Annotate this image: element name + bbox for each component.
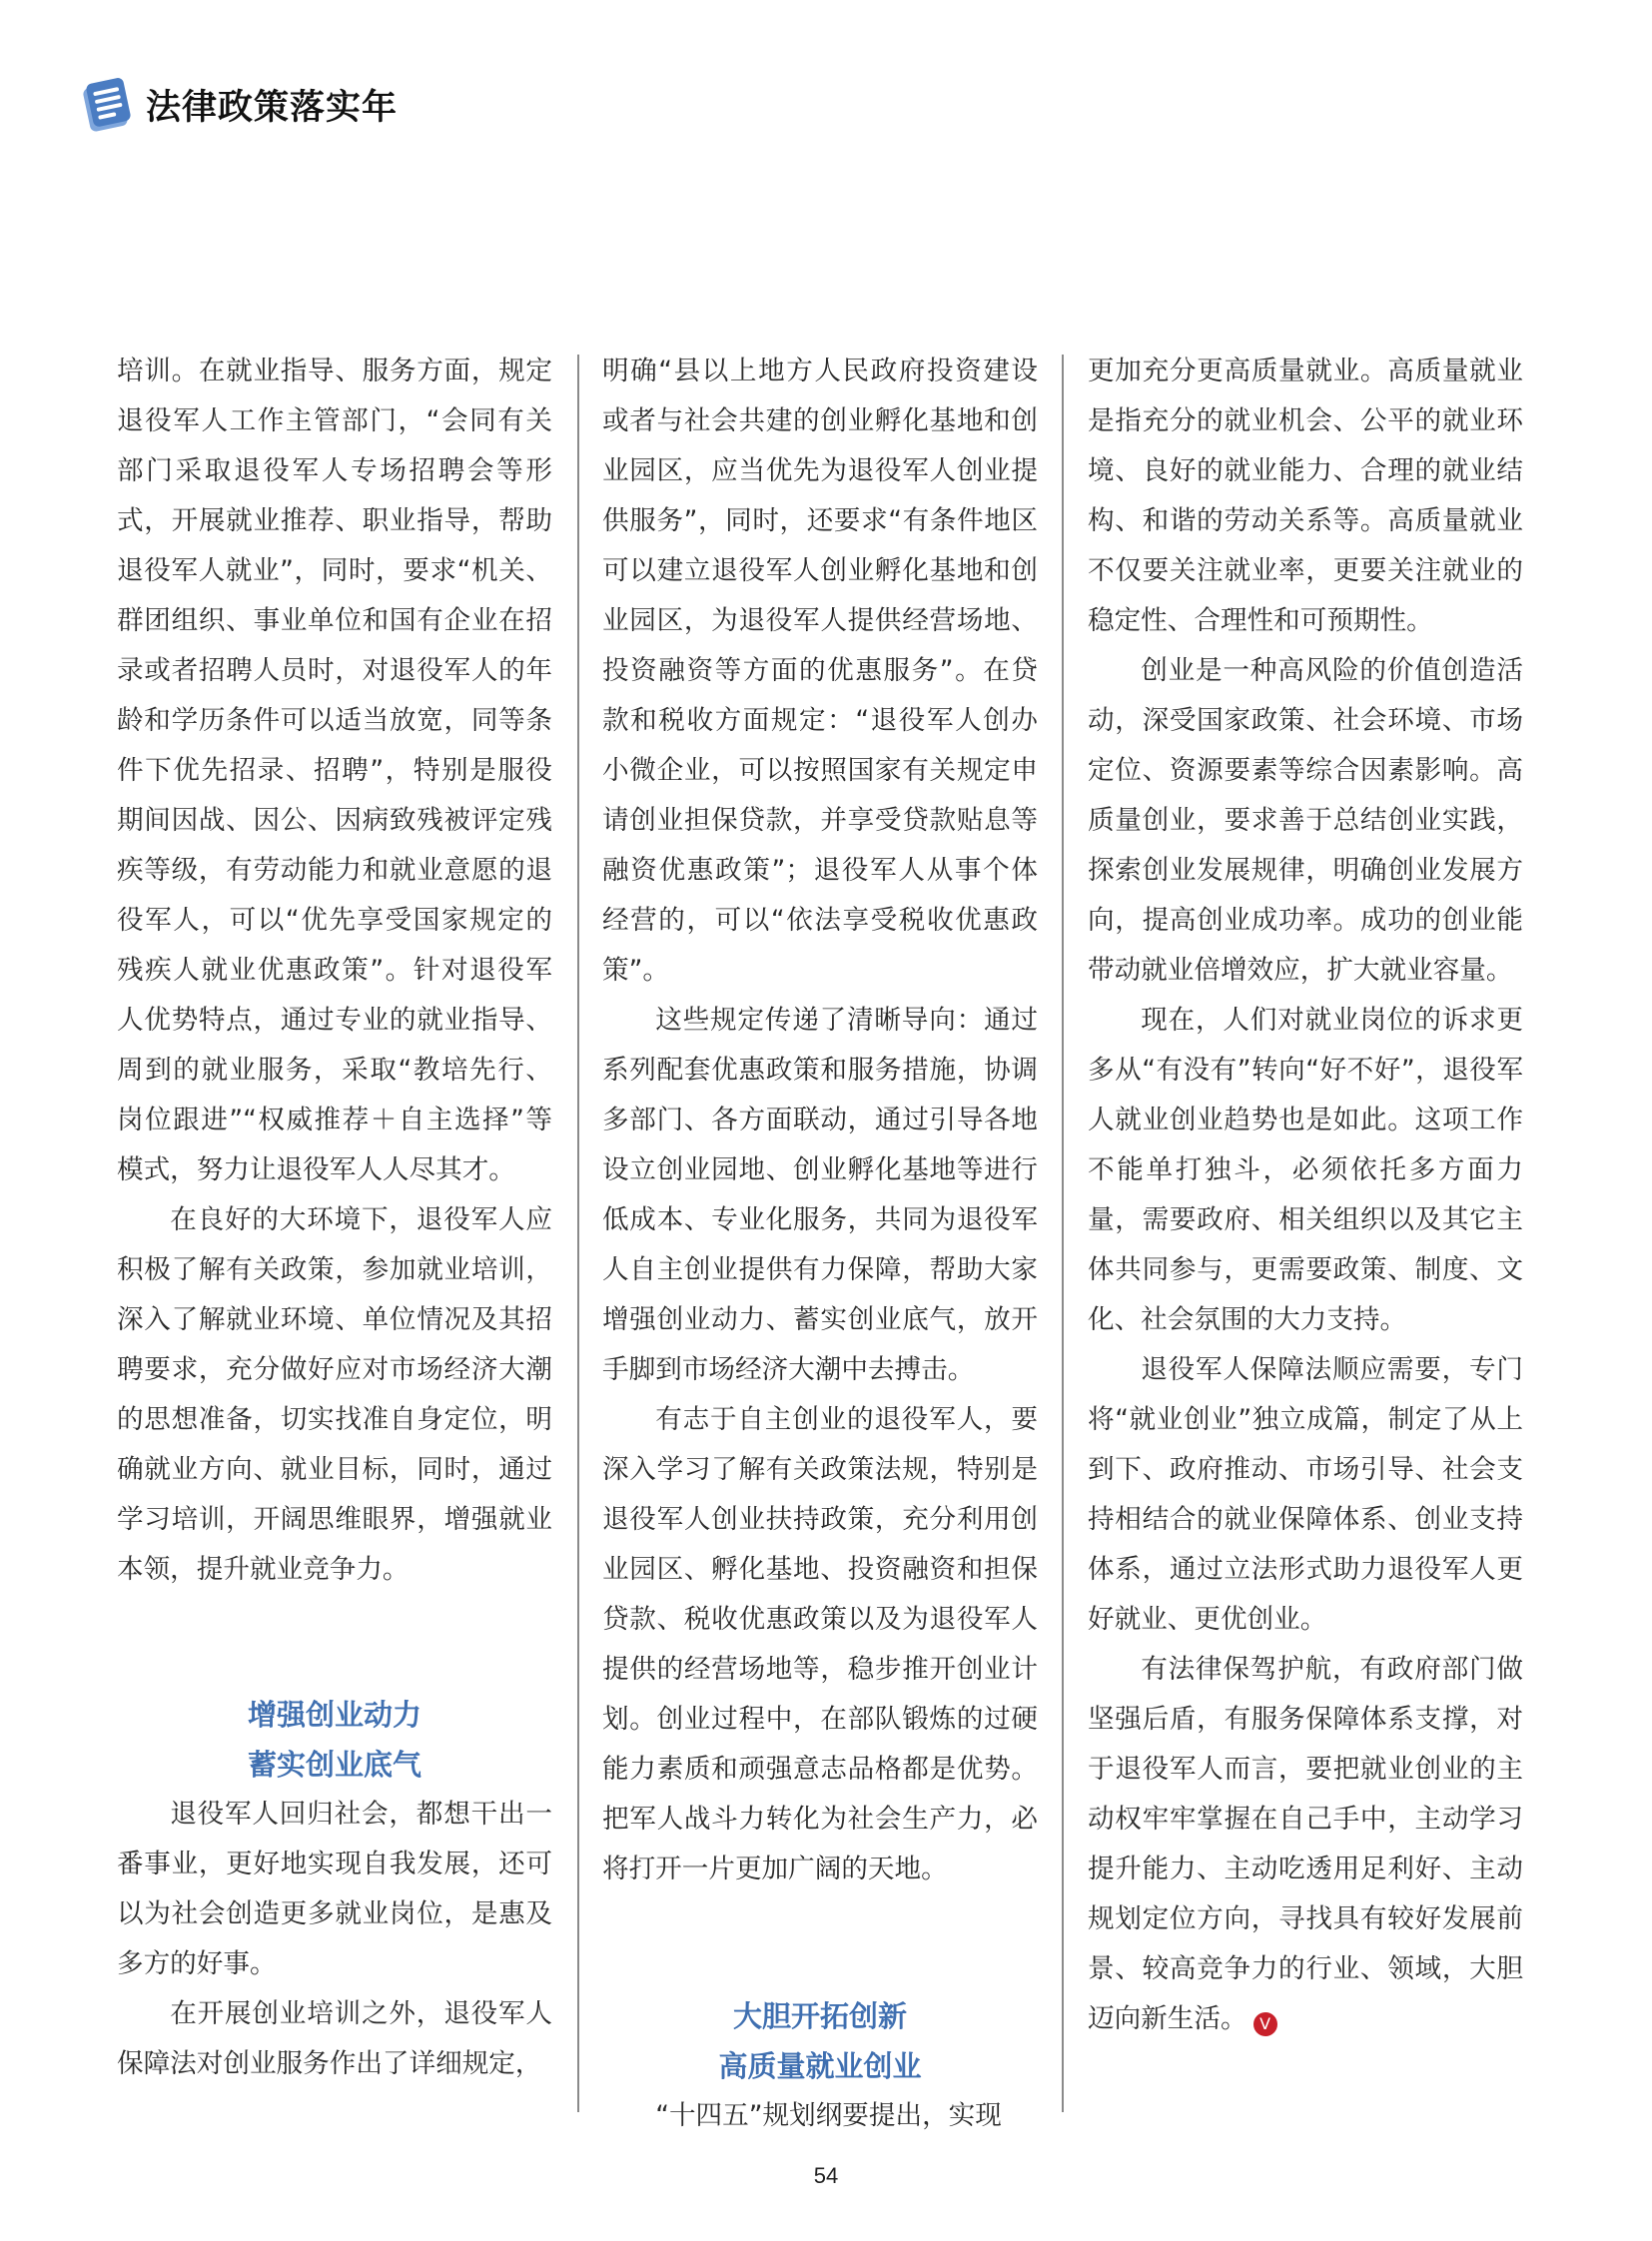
page-header bbox=[78, 70, 398, 140]
section-heading: 蓄实创业底气 bbox=[247, 1748, 421, 1782]
section-heading: 大胆开拓创新 bbox=[732, 1999, 907, 2033]
end-mark-icon: V bbox=[1253, 2012, 1277, 2036]
section-title: 法律政策落实年 bbox=[146, 88, 399, 128]
paragraph: 明确“县以上地方人民政府投资建设或者与社会共建的创业孵化基地和创业园区，应当优先为退役军人创业提供服务”，同时，还要求“有条件地区可以建立退役军人创业孵化基地和创业园区，为退役军人提供经营场地、投资融资等方面的优惠服务”。在贷款和税收方面规定：“退役军人创办小微企业，可以按照国家有关规定申请创业担保贷款，并享受贷款贴息等融资优惠政策”；退役军人从事个体经营的，可以“依法享受税收优惠政策”。 bbox=[602, 356, 1038, 986]
paragraph: 在开展创业培训之外，退役军人保障法对创业服务作出了详细规定， bbox=[117, 1998, 552, 2079]
text-column-3 bbox=[1088, 347, 1523, 2044]
column-divider bbox=[1062, 355, 1064, 2112]
paragraph: 创业是一种高风险的价值创造活动，深受国家政策、社会环境、市场定位、资源要素等综合因素影响。高质量创业，要求善于总结创业实践，探索创业发展规律，明确创业发展方向，提高创业成功率。成功的创业能带动就业倍增效应，扩大就业容量。 bbox=[1088, 655, 1523, 986]
paragraph bbox=[1088, 1645, 1523, 2044]
section-heading: 增强创业动力 bbox=[247, 1698, 421, 1732]
paragraph: 退役军人保障法顺应需要，专门将“就业创业”独立成篇，制定了从上到下、政府推动、市场引导、社会支持相结合的就业保障体系、创业支持体系，通过立法形式助力退役军人更好就业、更优创业。 bbox=[1088, 1354, 1523, 1635]
paragraph: 在良好的大环境下，退役军人应积极了解有关政策，参加就业培训，深入了解就业环境、单位情况及其招聘要求，充分做好应对市场经济大潮的思想准备，切实找准自身定位，明确就业方向、就业目标，同时，通过学习培训，开阔思维眼界，增强就业本领，提升就业竞争力。 bbox=[117, 1204, 552, 1585]
text-column-1 bbox=[117, 347, 552, 2089]
section-heading: 高质量就业创业 bbox=[718, 2049, 922, 2083]
paragraph: 现在，人们对就业岗位的诉求更多从“有没有”转向“好不好”，退役军人就业创业趋势也是如此。这项工作不能单打独斗，必须依托多方面力量，需要政府、相关组织以及其它主体共同参与，更需要政策、制度、文化、社会氛围的大力支持。 bbox=[1088, 1005, 1523, 1335]
column-divider bbox=[577, 355, 579, 2112]
paragraph: 这些规定传递了清晰导向：通过系列配套优惠政策和服务措施，协调多部门、各方面联动，通过引导各地设立创业园地、创业孵化基地等进行低成本、专业化服务，共同为退役军人自主创业提供有力保障，帮助大家增强创业动力、蓄实创业底气，放开手脚到市场经济大潮中去搏击。 bbox=[602, 1005, 1038, 1385]
paragraph: 更加充分更高质量就业。高质量就业是指充分的就业机会、公平的就业环境、良好的就业能力、合理的就业结构、和谐的劳动关系等。高质量就业不仅要关注就业率，更要关注就业的稳定性、合理性和可预期性。 bbox=[1088, 356, 1523, 636]
paragraph: “十四五”规划纲要提出，实现 bbox=[655, 2100, 1002, 2131]
text-column-2 bbox=[602, 347, 1038, 2141]
paragraph: 有志于自主创业的退役军人，要深入学习了解有关政策法规，特别是退役军人创业扶持政策，充分利用创业园区、孵化基地、投资融资和担保贷款、税收优惠政策以及为退役军人提供的经营场地等，稳步推开创业计划。创业过程中，在部队锻炼的过硬能力素质和顽强意志品格都是优势。把军人战斗力转化为社会生产力，必将打开一片更加广阔的天地。 bbox=[602, 1404, 1038, 1884]
page-number: 54 bbox=[813, 2163, 839, 2188]
paragraph: 培训。在就业指导、服务方面，规定退役军人工作主管部门，“会同有关部门采取退役军人专场招聘会等形式，开展就业推荐、职业指导，帮助退役军人就业”，同时，要求“机关、群团组织、事业单位和国有企业在招录或者招聘人员时，对退役军人的年龄和学历条件可以适当放宽，同等条件下优先招录、招聘”，特别是服役期间因战、因公、因病致残被评定残疾等级，有劳动能力和就业意愿的退役军人，可以“优先享受国家规定的残疾人就业优惠政策”。针对退役军人优势特点，通过专业的就业指导、周到的就业服务，采取“教培先行、岗位跟进”“权威推荐＋自主选择”等模式，努力让退役军人人尽其才。 bbox=[117, 356, 552, 1185]
paragraph: 退役军人回归社会，都想干出一番事业，更好地实现自我发展，还可以为社会创造更多就业岗位，是惠及多方的好事。 bbox=[117, 1799, 552, 1979]
paragraph-text: 有法律保驾护航，有政府部门做坚强后盾，有服务保障体系支撑，对于退役军人而言，要把就业创业的主动权牢牢掌握在自己手中，主动学习提升能力、主动吃透用足利好、主动规划定位方向，寻找具有较好发展前景、较高竞争力的行业、领域，大胆迈向新生活。 bbox=[1088, 1654, 1523, 2034]
document-stack-icon bbox=[78, 75, 134, 135]
